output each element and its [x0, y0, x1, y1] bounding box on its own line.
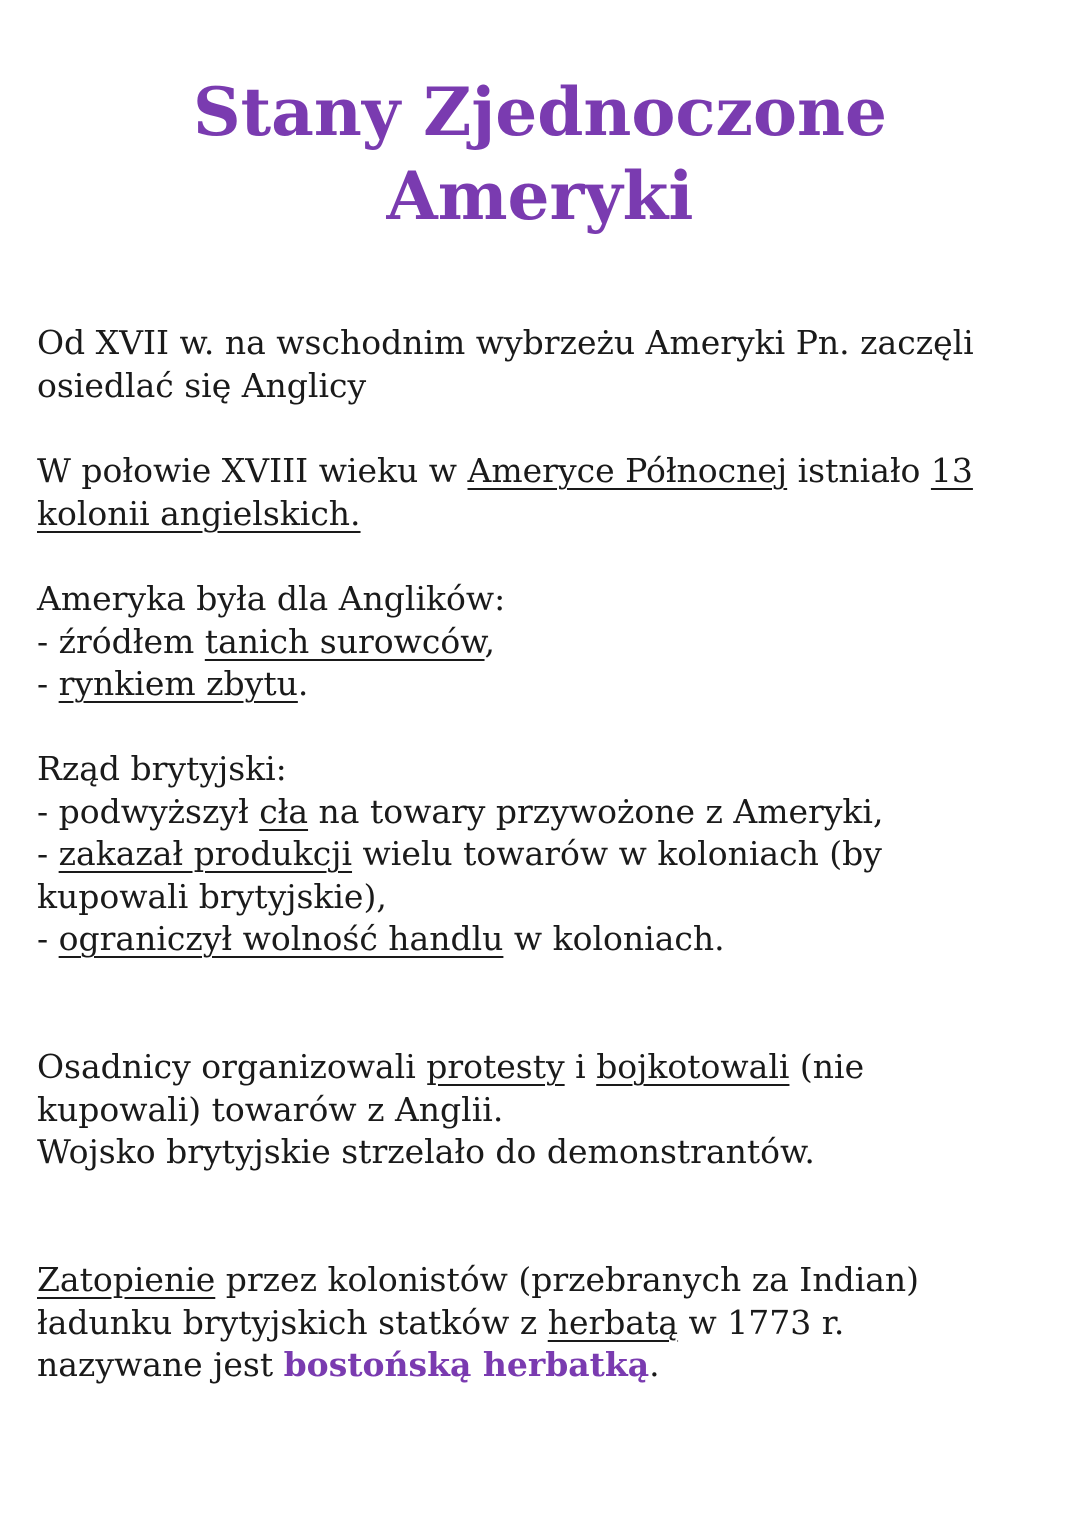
p4-item-2-suffix: wielu towarów w koloniach (by: [352, 834, 882, 873]
p4-underline-trade-limit: ograniczył wolność handlu: [58, 919, 504, 958]
p3-item-2-prefix: -: [37, 664, 59, 703]
p4-item-2-prefix: -: [37, 834, 59, 873]
p3-item-2-suffix: .: [297, 664, 309, 703]
p6-text-5: .: [649, 1345, 660, 1384]
p1-line-2: osiedlać się Anglicy: [37, 365, 367, 405]
p6-text-1: przez kolonistów (przebranych za Indian): [215, 1260, 920, 1299]
p2-underline-north-america: Ameryce Północnej: [467, 451, 788, 490]
p4-underline-production-ban: zakazał produkcji: [58, 834, 353, 873]
title-line-2: Ameryki: [386, 157, 694, 235]
paragraph-colonies: [37, 450, 1047, 535]
paragraph-british-government: [37, 748, 1047, 961]
p5-line-2: kupowali) towarów z Anglii.: [37, 1089, 504, 1129]
p6-underline-tea: herbatą: [547, 1302, 679, 1342]
paragraph-america-for-english: [37, 578, 1047, 706]
p4-item-1-suffix: na towary przywożone z Ameryki,: [308, 791, 884, 831]
p6-text-2: ładunku brytyjskich statków z: [37, 1302, 548, 1342]
p3-item-1-prefix: - źródłem: [37, 621, 205, 661]
paragraph-settlers: [37, 322, 1047, 407]
p3-underline-market: rynkiem zbytu: [58, 664, 298, 703]
p2-text-1: W połowie XVIII wieku w: [37, 451, 468, 490]
p5-line-3: Wojsko brytyjskie strzelało do demonstrantów.: [37, 1132, 815, 1171]
paragraph-boston-tea-party: [37, 1259, 1047, 1387]
p4-item-3-prefix: -: [37, 919, 59, 958]
p5-text-3: (nie: [789, 1047, 865, 1086]
p1-line-1: Od XVII w. na wschodnim wybrzeżu Ameryki Pn. zaczęli: [37, 323, 974, 362]
p4-item-1-prefix: - podwyższył: [37, 791, 260, 831]
p2-text-2: istniało: [787, 451, 931, 490]
p2-underline-13: 13: [930, 451, 973, 490]
p6-highlight-boston-tea-party: bostońską herbatką: [283, 1345, 650, 1384]
p6-underline-sinking: Zatopienie: [37, 1260, 216, 1299]
p4-underline-duties: cła: [259, 791, 309, 831]
p6-text-4: nazywane jest: [37, 1345, 284, 1384]
p5-underline-boycott: bojkotowali: [596, 1047, 790, 1086]
p2-underline-colonies: kolonii angielskich.: [37, 493, 361, 533]
p4-item-3-suffix: w koloniach.: [503, 919, 725, 958]
p5-text-1: Osadnicy organizowali: [37, 1047, 427, 1086]
p3-item-1-suffix: ,: [484, 621, 496, 661]
page-title: [0, 70, 1080, 238]
p4-item-2-line-2: kupowali brytyjskie),: [37, 876, 387, 916]
p4-intro: Rząd brytyjski:: [37, 749, 287, 788]
paragraph-protests: [37, 1046, 1047, 1174]
p6-text-3: w 1773 r.: [678, 1302, 845, 1342]
p3-intro: Ameryka była dla Anglików:: [37, 579, 506, 618]
p5-underline-protests: protesty: [426, 1047, 565, 1086]
p5-text-2: i: [564, 1047, 597, 1086]
p3-underline-raw-materials: tanich surowców: [204, 621, 485, 661]
title-line-1: Stany Zjednoczone: [192, 73, 888, 151]
